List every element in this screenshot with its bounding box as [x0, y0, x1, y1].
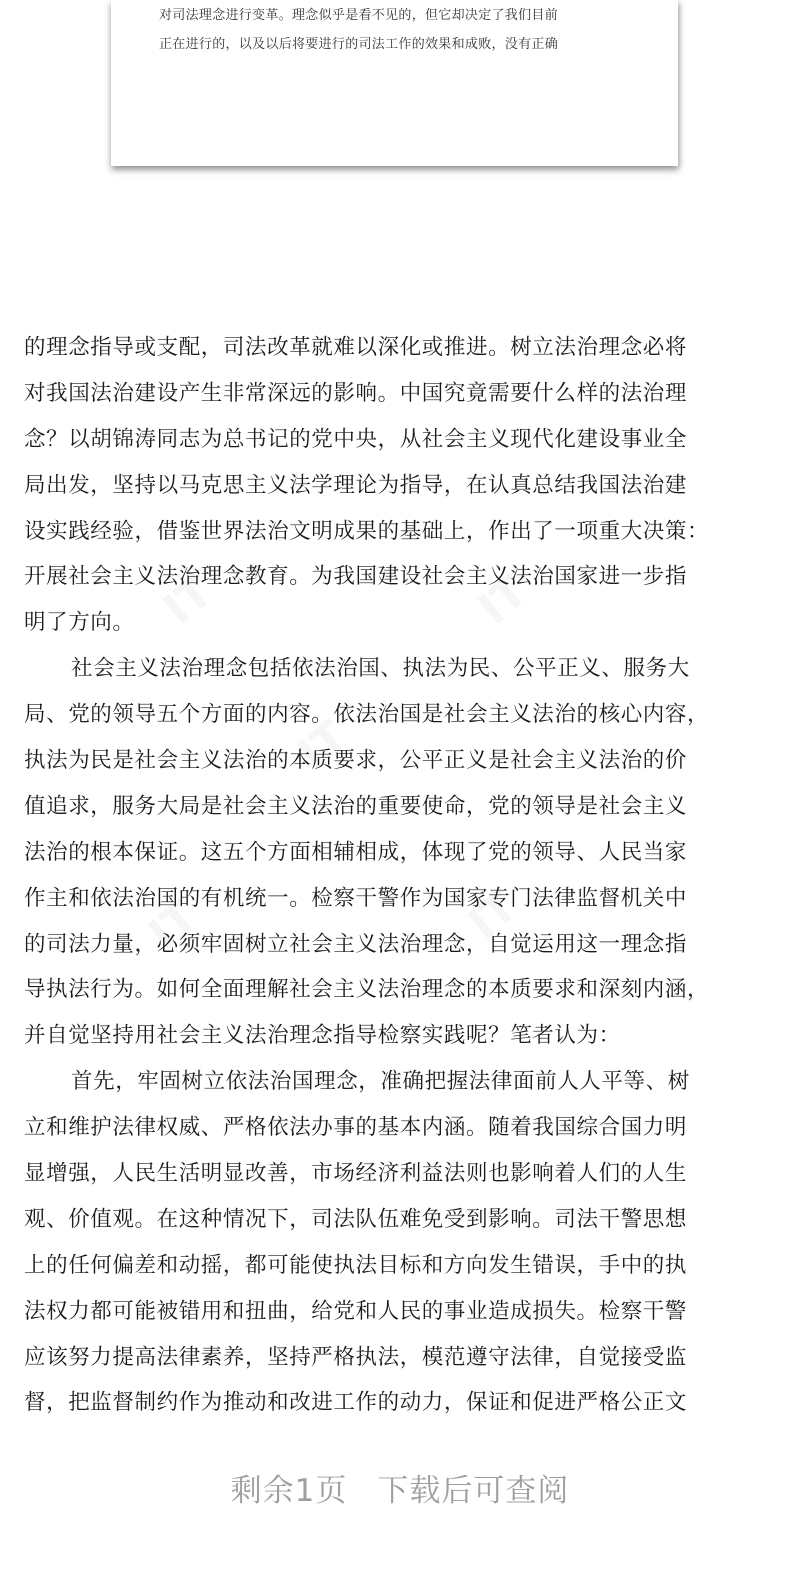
text-line: 的理念指导或支配，司法改革就难以深化或推进。树立法治理念必将: [24, 335, 688, 360]
text-line: 观、价值观。在这种情况下，司法队伍难免受到影响。司法干警思想: [24, 1206, 688, 1232]
text-line: 并自觉坚持用社会主义法治理念指导检察实践呢？笔者认为：: [24, 1023, 621, 1049]
text-line: 社会主义法治理念包括依法治国、执法为民、公平正义、服务大: [71, 656, 690, 682]
text-line: 显增强，人民生活明显改善，市场经济利益法则也影响着人们的人生: [24, 1161, 688, 1187]
remaining-pages-label: 剩余1页: [230, 1473, 348, 1509]
download-to-view-label[interactable]: 下载后可查阅: [377, 1473, 570, 1509]
text-line: 法权力都可能被错用和扭曲，给党和人民的事业造成损失。检察干警: [24, 1298, 688, 1324]
text-line: 局、党的领导五个方面的内容。依法治国是社会主义法治的核心内容，: [24, 702, 710, 728]
text-line: 设实践经验，借鉴世界法治文明成果的基础上，作出了一项重大决策：: [24, 518, 710, 544]
text-line: 明了方向。: [24, 610, 135, 636]
text-line: 首先，牢固树立依法治国理念，准确把握法律面前人人平等、树: [71, 1069, 690, 1095]
text-line: 督，把监督制约作为推动和改进工作的动力，保证和促进严格公正文: [24, 1390, 688, 1416]
text-line: 立和维护法律权威、严格依法办事的基本内涵。随着我国综合国力明: [24, 1115, 688, 1141]
text-line: 应该努力提高法律素养，坚持严格执法，模范遵守法律，自觉接受监: [24, 1344, 688, 1370]
text-line: 法治的根本保证。这五个方面相辅相成，体现了党的领导、人民当家: [24, 839, 688, 865]
card-text-line: 正在进行的，以及以后将要进行的司法工作的效果和成败，没有正确: [159, 37, 559, 52]
text-line: 开展社会主义法治理念教育。为我国建设社会主义法治国家进一步指: [24, 564, 688, 590]
text-line: 的司法力量，必须牢固树立社会主义法治理念，自觉运用这一理念指: [24, 931, 688, 957]
previous-page-card: [111, 0, 678, 166]
text-line: 执法为民是社会主义法治的本质要求，公平正义是社会主义法治的价: [24, 748, 688, 774]
text-line: 对我国法治建设产生非常深远的影响。中国究竟需要什么样的法治理: [24, 380, 688, 406]
text-line: 上的任何偏差和动摇，都可能使执法目标和方向发生错误，手中的执: [24, 1252, 688, 1278]
text-line: 局出发，坚持以马克思主义法学理论为指导，在认真总结我国法治建: [24, 472, 688, 498]
download-prompt[interactable]: [0, 1466, 800, 1516]
text-line: 导执法行为。如何全面理解社会主义法治理念的本质要求和深刻内涵，: [24, 977, 710, 1003]
text-line: 作主和依法治国的有机统一。检察干警作为国家专门法律监督机关中: [24, 885, 688, 911]
card-text-line: 对司法理念进行变革。理念似乎是看不见的，但它却决定了我们目前: [159, 8, 559, 23]
text-line: 念？以胡锦涛同志为总书记的党中央，从社会主义现代化建设事业全: [24, 426, 688, 452]
text-line: 值追求，服务大局是社会主义法治的重要使命，党的领导是社会主义: [24, 793, 688, 819]
document-body: [24, 325, 780, 1426]
